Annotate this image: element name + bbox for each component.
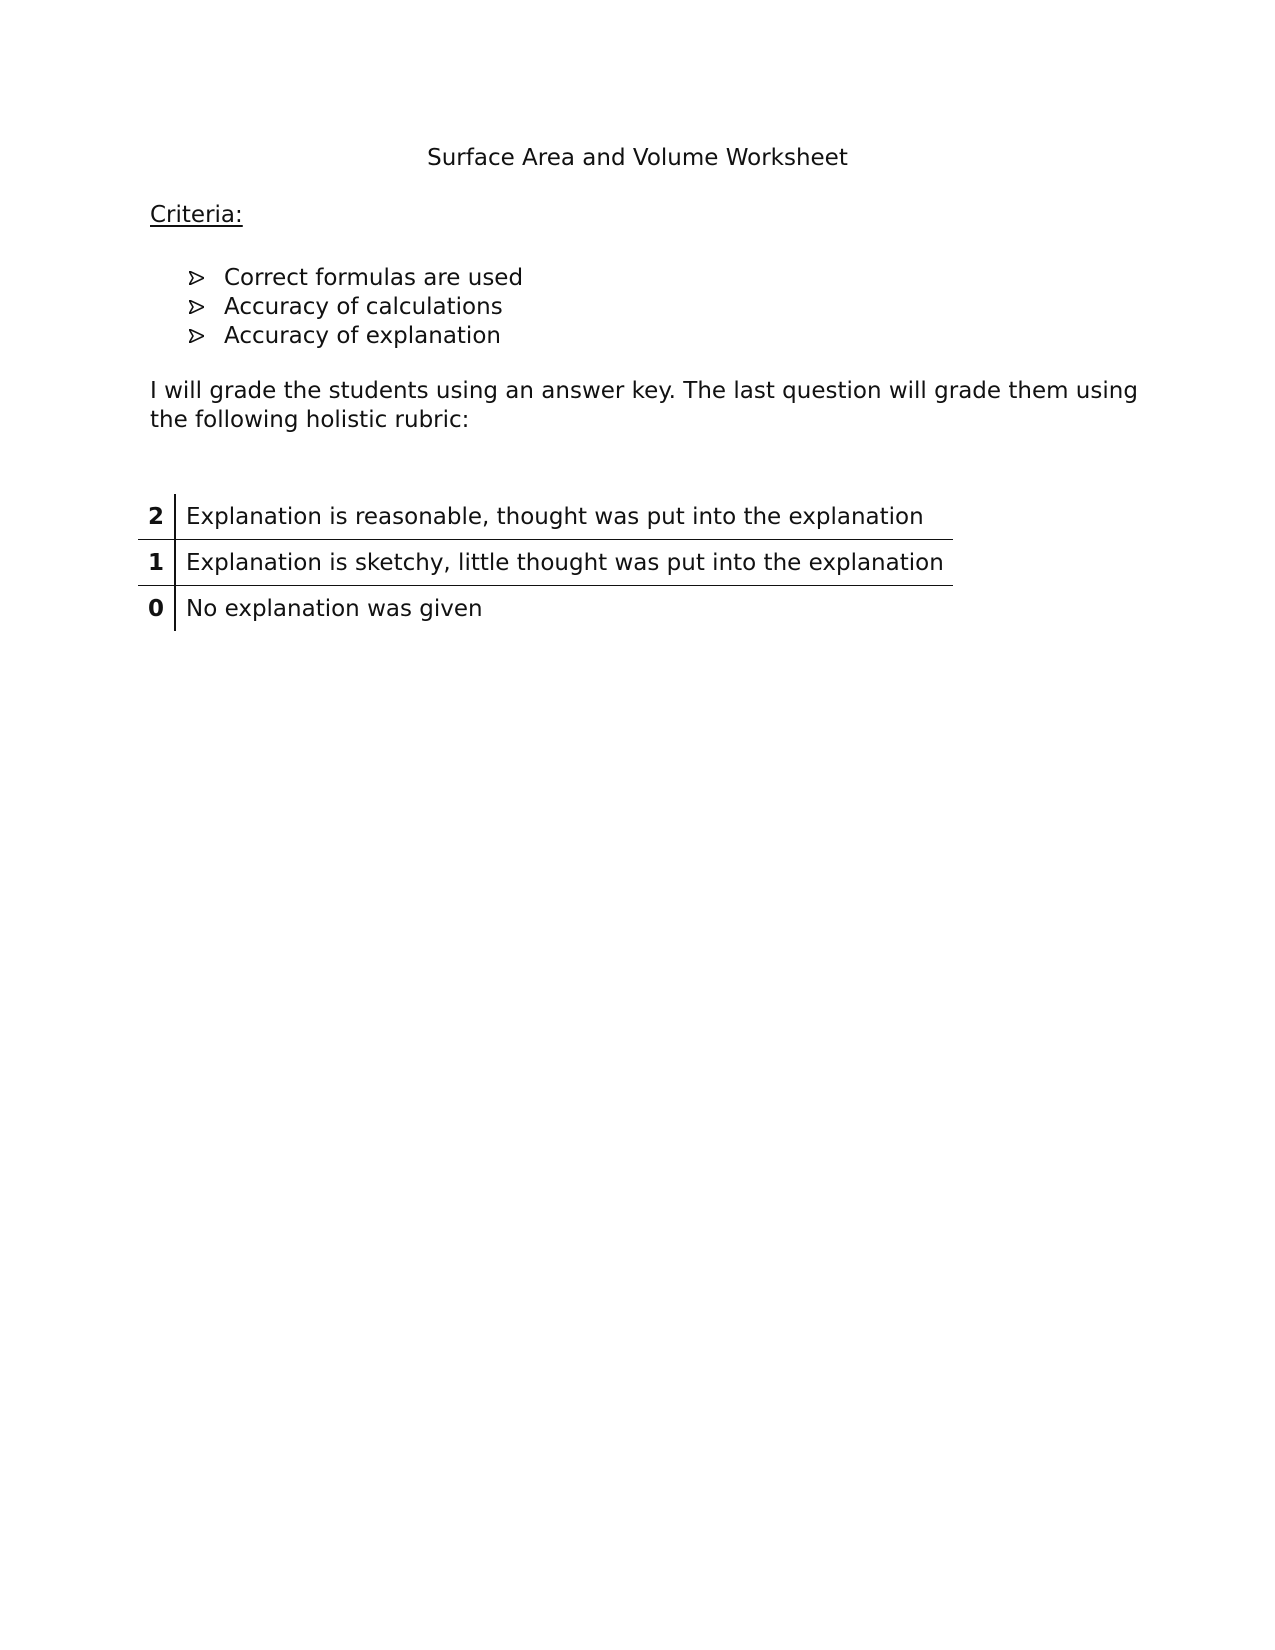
- criteria-item: [186, 292, 523, 321]
- rubric-score: 0: [138, 586, 175, 632]
- rubric-row: [138, 494, 953, 540]
- criteria-item: [186, 263, 523, 292]
- arrowhead-bullet-icon: [186, 321, 224, 350]
- criteria-heading: Criteria:: [150, 202, 243, 228]
- rubric-row: [138, 540, 953, 586]
- arrowhead-bullet-icon: [186, 292, 224, 321]
- criteria-label: Correct formulas are used: [224, 264, 524, 291]
- intro-paragraph: I will grade the students using an answer key. The last question will grade them using the following holistic rubric:: [150, 378, 1138, 433]
- criteria-list: [186, 263, 523, 350]
- rubric-description: Explanation is sketchy, little thought was put into the explanation: [175, 540, 953, 586]
- rubric-score: 1: [138, 540, 175, 586]
- arrowhead-bullet-icon: [186, 263, 224, 292]
- rubric-score: 2: [138, 494, 175, 540]
- criteria-label: Accuracy of explanation: [224, 322, 501, 349]
- rubric-description: Explanation is reasonable, thought was put into the explanation: [175, 494, 953, 540]
- rubric-description: No explanation was given: [186, 595, 483, 622]
- criteria-label: Accuracy of calculations: [224, 293, 503, 320]
- criteria-item: [186, 321, 523, 350]
- rubric-table: [138, 494, 953, 631]
- rubric-row: [138, 586, 953, 632]
- document-title: Surface Area and Volume Worksheet: [427, 145, 848, 171]
